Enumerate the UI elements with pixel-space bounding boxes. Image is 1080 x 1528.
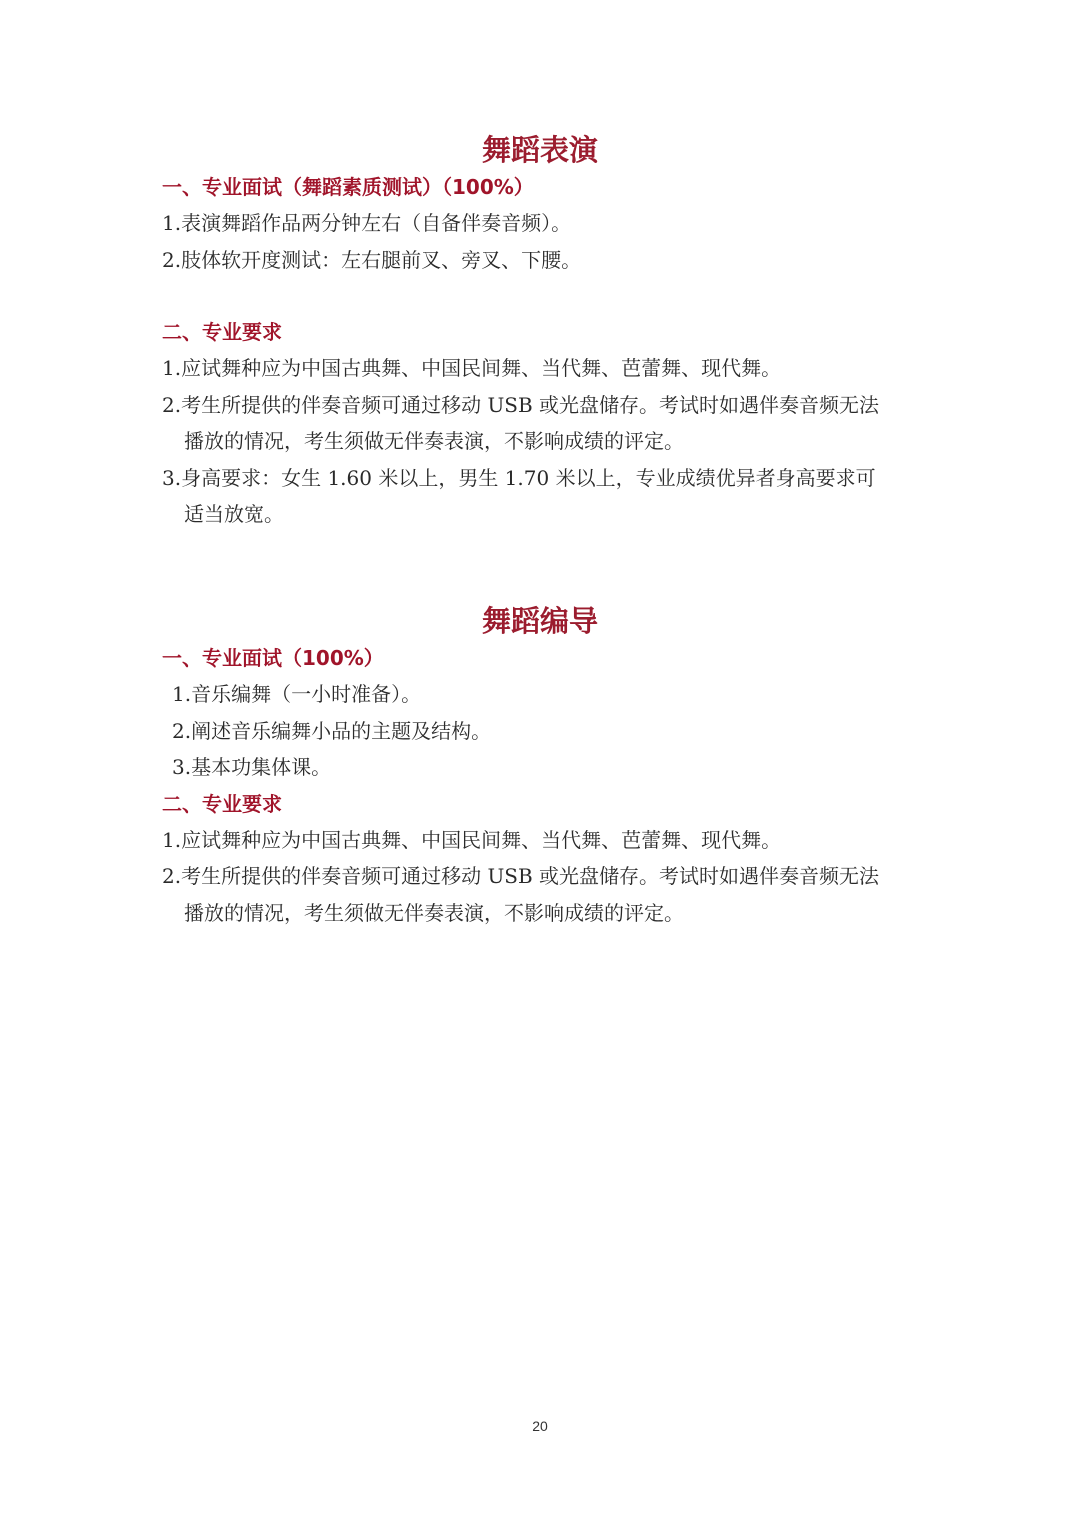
- list-item: 2.阐述音乐编舞小品的主题及结构。: [172, 718, 492, 743]
- section-dance-performance: [162, 131, 922, 533]
- section-spacer: [162, 278, 922, 314]
- list-item: 2.考生所提供的伴奏音频可通过移动 USB 或光盘储存。考试时如遇伴奏音频无法: [162, 864, 880, 888]
- list-item-continuation: 播放的情况，考生须做无伴奏表演，不影响成绩的评定。: [184, 900, 684, 925]
- page-number: 20: [532, 1418, 548, 1434]
- list-item: 3.身高要求：女生 1.60 米以上，男生 1.70 米以上，专业成绩优异者身高要求可: [162, 465, 876, 490]
- list-item-continuation: 播放的情况，考生须做无伴奏表演，不影响成绩的评定。: [184, 429, 684, 453]
- subsection-heading-interview: 一、专业面试（舞蹈素质测试）（100%）: [162, 175, 534, 199]
- subsection-heading-requirements: 二、专业要求: [162, 320, 282, 344]
- section-dance-choreography: [162, 602, 922, 931]
- list-item: 2.肢体软开度测试：左右腿前叉、旁叉、下腰。: [162, 247, 582, 272]
- list-item-continuation: 适当放宽。: [184, 502, 284, 526]
- list-item: 1.音乐编舞（一小时准备）。: [172, 682, 422, 706]
- section-title: 舞蹈表演: [481, 133, 598, 167]
- list-item: 1.应试舞种应为中国古典舞、中国民间舞、当代舞、芭蕾舞、现代舞。: [162, 827, 782, 852]
- list-item: 2.考生所提供的伴奏音频可通过移动 USB 或光盘储存。考试时如遇伴奏音频无法: [162, 392, 880, 417]
- list-item: 3.基本功集体课。: [172, 755, 332, 779]
- subsection-heading-interview: 一、专业面试（100%）: [162, 646, 384, 670]
- list-item: 1.表演舞蹈作品两分钟左右（自备伴奏音频）。: [162, 211, 572, 235]
- subsection-heading-requirements: 二、专业要求: [162, 791, 282, 816]
- section-title: 舞蹈编导: [481, 604, 598, 638]
- list-item: 1.应试舞种应为中国古典舞、中国民间舞、当代舞、芭蕾舞、现代舞。: [162, 356, 782, 380]
